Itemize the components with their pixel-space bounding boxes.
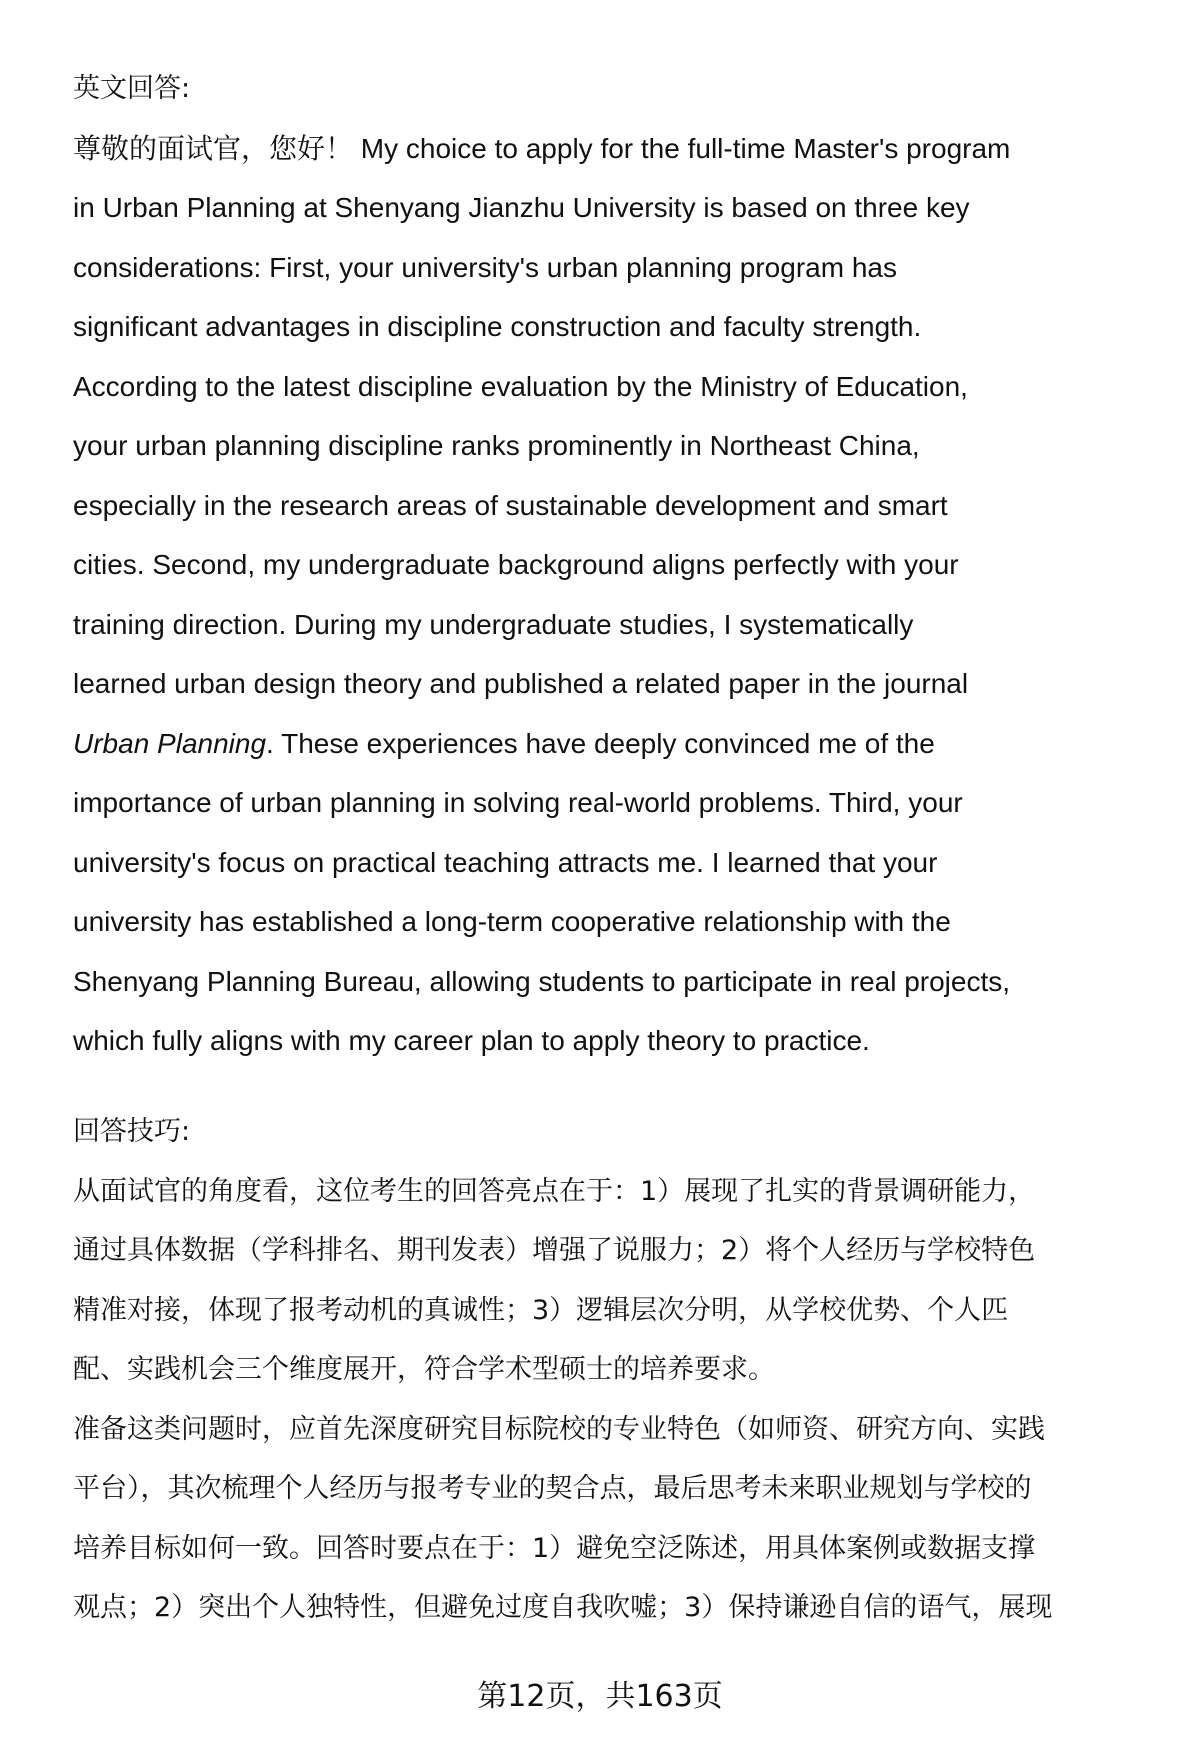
- text-line: 精准对接，体现了报考动机的真诚性；3）逻辑层次分明，从学校优势、个人匹: [73, 1294, 1009, 1326]
- text-line: 观点；2）突出个人独特性，但避免过度自我吹嘘；3）保持谦逊自信的语气，展现: [73, 1592, 1053, 1623]
- text-line: which fully aligns with my career plan to apply theory to practice.: [73, 1025, 870, 1056]
- section-heading: 回答技巧:: [73, 1116, 191, 1147]
- text-line: university's focus on practical teaching attracts me. I learned that your: [73, 846, 938, 878]
- text-line: considerations: First, your university's urban planning program has: [73, 251, 897, 283]
- journal-title: Urban Planning: [73, 727, 267, 759]
- text-line: cities. Second, my undergraduate background aligns perfectly with your: [73, 549, 959, 580]
- text-line: learned urban design theory and published a related paper in the journal: [73, 668, 969, 699]
- text-line: 培养目标如何一致。回答时要点在于：1）避免空泛陈述，用具体案例或数据支撑: [73, 1532, 1036, 1564]
- text-line: in Urban Planning at Shenyang Jianzhu University is based on three key: [73, 192, 970, 223]
- answer-tips-section: [73, 1102, 1173, 1638]
- text-line-rest: . These experiences have deeply convinced me of the: [266, 727, 935, 759]
- page-number: 第12页，共163页: [477, 1679, 723, 1714]
- english-answer-section: [73, 59, 1173, 1071]
- text-line: 准备这类问题时，应首先深度研究目标院校的专业特色（如师资、研究方向、实践: [73, 1413, 1045, 1445]
- text-line: 配、实践机会三个维度展开，符合学术型硕士的培养要求。: [73, 1354, 775, 1385]
- text-line: your urban planning discipline ranks prominently in Northeast China,: [73, 430, 920, 461]
- text-line: According to the latest discipline evaluation by the Ministry of Education,: [73, 370, 968, 402]
- text-line: [73, 714, 1173, 774]
- text-line: 从面试官的角度看，这位考生的回答亮点在于：1）展现了扎实的背景调研能力，: [73, 1175, 1036, 1207]
- text-line: especially in the research areas of sustainable development and smart: [73, 489, 948, 521]
- text-line: university has established a long-term cooperative relationship with the: [73, 906, 951, 937]
- text-line: 通过具体数据（学科排名、期刊发表）增强了说服力；2）将个人经历与学校特色: [73, 1235, 1036, 1266]
- section-heading: 英文回答:: [73, 73, 191, 104]
- text-line: significant advantages in discipline construction and faculty strength.: [73, 311, 922, 342]
- text-line: importance of urban planning in solving real-world problems. Third, your: [73, 787, 963, 818]
- text-line: training direction. During my undergraduate studies, I systematically: [73, 608, 914, 640]
- text-line: Shenyang Planning Bureau, allowing students to participate in real projects,: [73, 965, 1011, 997]
- text-line: 平台），其次梳理个人经历与报考专业的契合点，最后思考未来职业规划与学校的: [73, 1473, 1032, 1504]
- text-line: 尊敬的面试官，您好！ My choice to apply for the full-time Master's program: [73, 132, 1011, 164]
